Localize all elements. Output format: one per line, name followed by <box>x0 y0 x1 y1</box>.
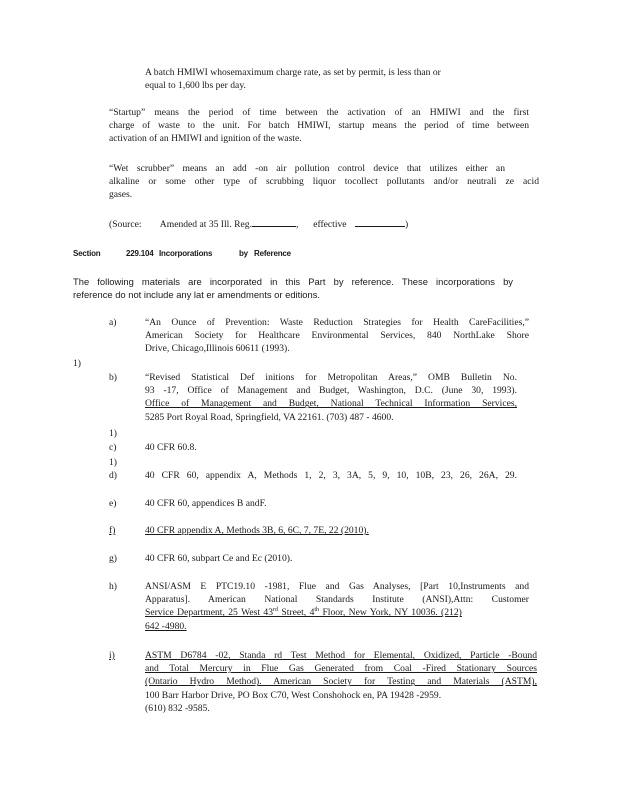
section-number: 229.104 <box>126 249 154 258</box>
text-line: “Wet scrubber” means an add -on air pollution control device that utilizes either an <box>109 163 505 174</box>
item-label-f: f) <box>109 525 116 536</box>
text-line: 100 Barr Harbor Drive, PO Box C70, West Conshohock en, PA 19428 -2959. <box>145 689 442 701</box>
text-line-underlined: (Ontario Hydro Method). American Society for Testing and Materials (ASTM), <box>145 676 537 688</box>
item-i-text <box>145 649 537 715</box>
item-d-text: 40 CFR 60, appendix A, Methods 1, 2, 3, 3A, 5, 9, 10, 10B, 23, 26, 26A, 29. <box>145 470 517 481</box>
section-by: by <box>239 249 248 258</box>
text-line: A batch HMIWI whosemaximum charge rate, as set by permit, is less than or <box>145 67 441 78</box>
intro-paragraph <box>73 275 513 301</box>
stray-numeral: 1) <box>73 358 81 369</box>
item-label-i: i) <box>109 650 115 661</box>
text-line: (610) 832 -9585. <box>145 702 210 714</box>
source-effective: effective <box>313 219 347 230</box>
item-label-e: e) <box>109 498 117 509</box>
definition-batch-rate <box>145 66 517 92</box>
item-label-d: d) <box>109 470 117 481</box>
text-line: gases. <box>109 189 133 201</box>
blank-line <box>252 217 296 227</box>
text-line: 5285 Port Royal Road, Springfield, VA 22161. (703) 487 - 4600. <box>145 411 394 423</box>
section-reference: Reference <box>254 249 291 258</box>
item-f-text: 40 CFR appendix A, Methods 3B, 6, 6C, 7, 7E, 22 (2010). <box>145 525 369 536</box>
text-line: activation of an HMIWI and ignition of the waste. <box>109 133 302 145</box>
text-line: equal to 1,600 lbs per day. <box>145 80 246 92</box>
item-label-h: h) <box>109 581 117 592</box>
item-e-text: 40 CFR 60, appendices B andF. <box>145 498 267 509</box>
item-g-text: 40 CFR 60, subpart Ce and Ec (2010). <box>145 553 293 564</box>
item-label-c: c) <box>109 442 117 453</box>
text-line: “An Ounce of Prevention: Waste Reduction Strategies for Health CareFacilities,” <box>145 317 529 328</box>
text-line: charge of waste to the unit. For batch HMIWI, startup means the period of time between <box>109 120 529 132</box>
section-label: Section <box>73 249 101 258</box>
section-title: Incorporations <box>159 249 213 258</box>
text-line-underlined: and Total Mercury in Flue Gas Generated from Coal -Fired Stationary Sources <box>145 663 537 675</box>
text-line-underlined: ASTM D6784 -02, Standa rd Test Method for Elemental, Oxidized, Particle -Bound <box>145 650 537 661</box>
item-label-b: b) <box>109 372 117 383</box>
text-line-underlined: Office of Management and Budget, National Technical Information Services, <box>145 398 517 410</box>
text-line: Apparatus]. American National Standards Institute (ANSI),Attn: Customer <box>145 594 529 606</box>
item-b-text <box>145 371 517 424</box>
definition-wet-scrubber <box>109 162 539 202</box>
text-line: 93 -17, Office of Management and Budget, Washington, D.C. (June 30, 1993). <box>145 385 517 397</box>
text-line-underlined: Service Department, 25 West 43rd Street, 4th Floor, New York, NY 10036. (212) <box>145 607 462 619</box>
source-amended: Amended at 35 Ill. Reg. <box>159 219 252 230</box>
stray-numeral: 1) <box>109 457 117 468</box>
item-h-text <box>145 580 529 633</box>
item-label-g: g) <box>109 553 117 564</box>
text-line: reference do not include any lat er amendments or editions. <box>73 289 321 301</box>
text-line-underlined: 642 -4980. <box>145 620 187 632</box>
text-line: The following materials are incorporated in this Part by reference. These incorporations by <box>73 276 513 287</box>
text-line: Drive, Chicago,Illinois 60611 (1993). <box>145 343 290 355</box>
definition-startup <box>109 106 529 146</box>
source-prefix: (Source: <box>109 219 142 230</box>
text-line: alkaline or some other type of scrubbing liquor tocollect pollutants and/or neutrali ze acid <box>109 176 539 188</box>
text-line: American Society for Healthcare Environmental Services, 840 NorthLake Shore <box>145 330 529 342</box>
text-line: “Revised Statistical Def initions for Metropolitan Areas,” OMB Bulletin No. <box>145 372 517 383</box>
source-close: ) <box>404 219 409 230</box>
item-label-a: a) <box>109 317 117 328</box>
text-line: ANSI/ASM E PTC19.10 -1981, Flue and Gas Analyses, [Part 10,Instruments and <box>145 581 529 592</box>
item-a-text <box>145 316 529 356</box>
stray-numeral: 1) <box>109 428 117 439</box>
item-c-text: 40 CFR 60.8. <box>145 442 197 453</box>
blank-line <box>355 217 405 227</box>
text-line: “Startup” means the period of time between the activation of an HMIWI and the first <box>109 107 529 118</box>
source-note: (Source: Amended at 35 Ill. Reg. , effective ) <box>109 219 409 230</box>
